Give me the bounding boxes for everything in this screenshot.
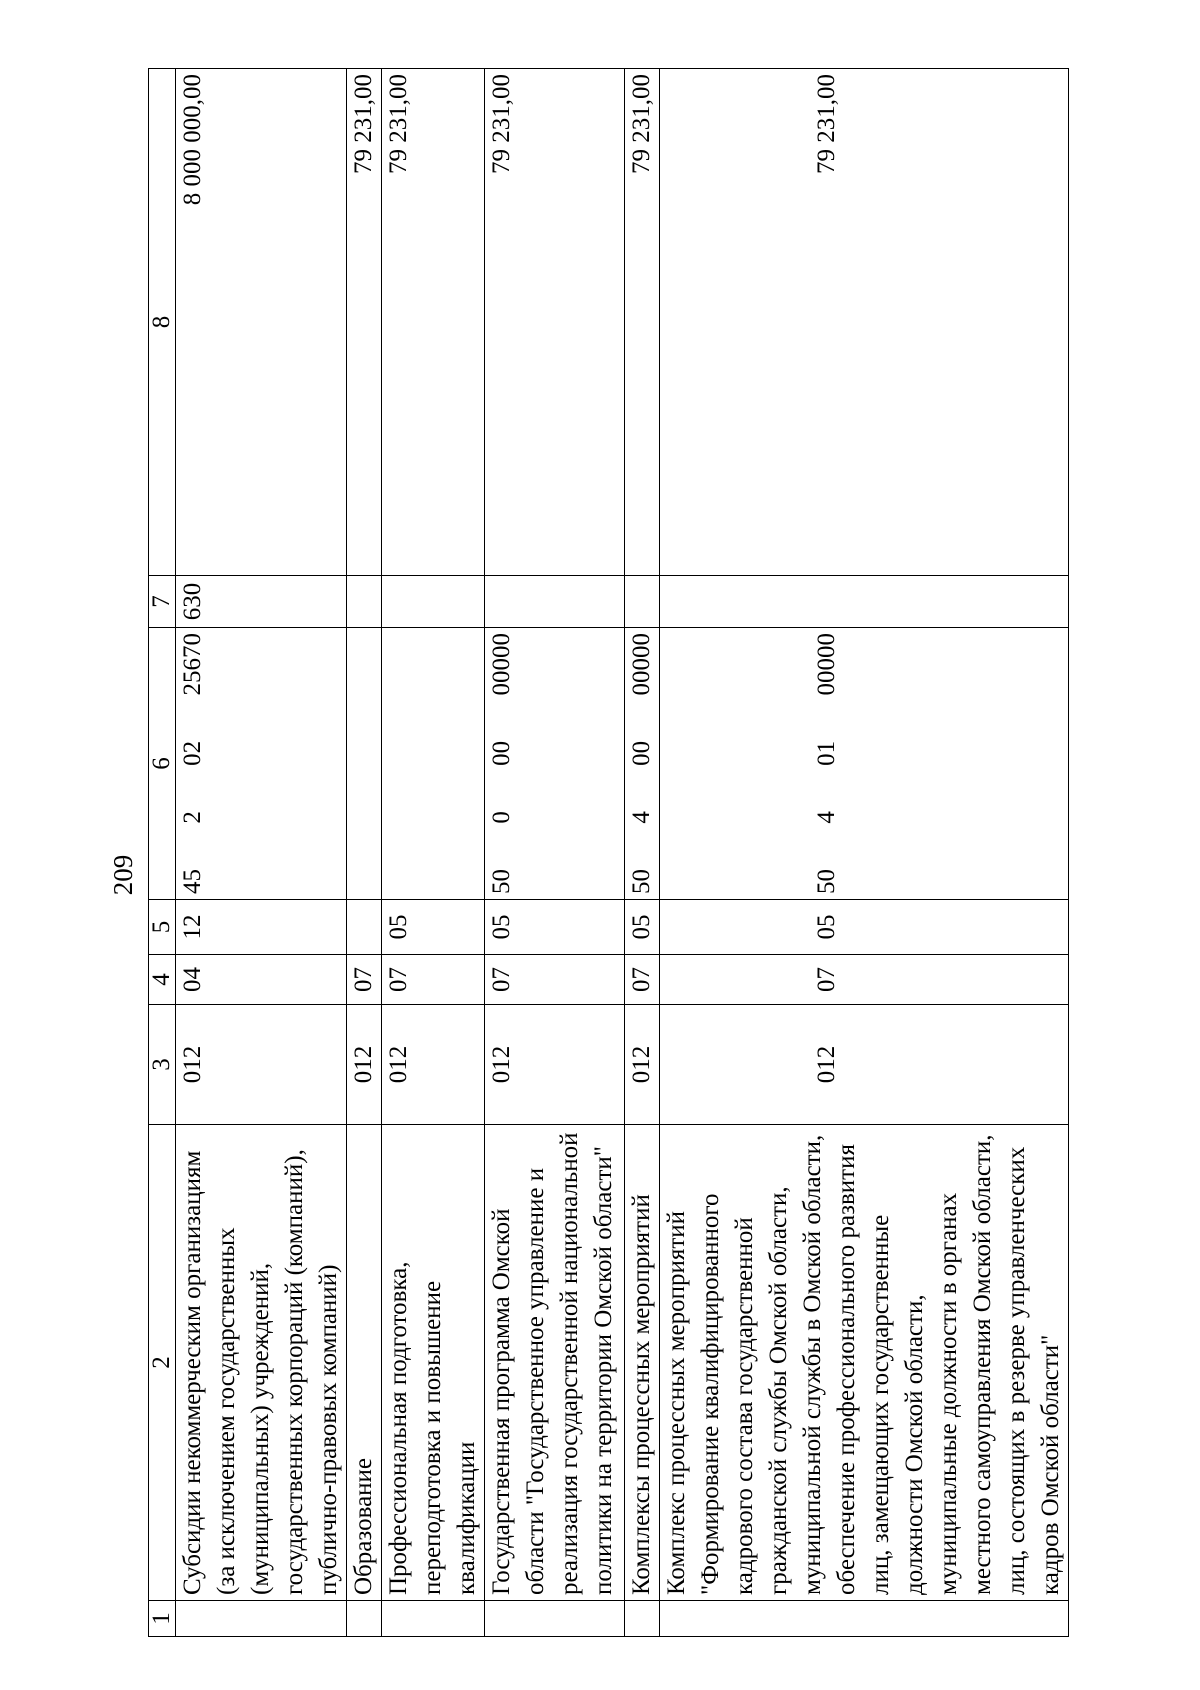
cell-section: 07: [382, 955, 485, 1005]
cell-description: Комплекс процессных мероприятий "Формирование квалифицированного кадрового состава государственной гражданской службы Омской области, муниципальной службы в Омской области, обеспечение профессионального развития лиц, замещающих государственные должности Омской области, муниципальные должности в органах местного самоуправления Омской области, лиц, состоящих в резерве управленческих кадров Омской области": [660, 1125, 1069, 1601]
cell-ministry-code: 012: [382, 1005, 485, 1125]
cell-col1: [485, 1601, 625, 1637]
header-col-1: 1: [149, 1601, 176, 1637]
cell-target-article: [660, 628, 1069, 900]
code-part-direction: 00000: [488, 633, 515, 696]
cell-section: 07: [485, 955, 625, 1005]
code-part-measure: 00: [488, 740, 515, 766]
code-part-direction: 25670: [179, 633, 206, 696]
cell-ministry-code: 012: [625, 1005, 660, 1125]
target-article-code: [485, 633, 519, 894]
cell-amount: 79 231,00: [485, 69, 625, 576]
cell-ministry-code: 012: [485, 1005, 625, 1125]
table-row: [382, 69, 485, 1637]
code-part-direction: 00000: [628, 633, 655, 696]
code-part-measure: 00: [628, 740, 655, 766]
page-number: 209: [108, 854, 138, 896]
cell-amount: 79 231,00: [625, 69, 660, 576]
code-part-program: 50: [628, 869, 655, 894]
cell-section: 07: [347, 955, 382, 1005]
cell-amount: 79 231,00: [382, 69, 485, 576]
cell-col1: [176, 1601, 347, 1637]
cell-expense-type: [347, 576, 382, 628]
cell-ministry-code: 012: [176, 1005, 347, 1125]
cell-col1: [625, 1601, 660, 1637]
target-article-code: [810, 633, 844, 894]
code-part-program: 45: [179, 869, 206, 894]
code-part-type: 4: [628, 811, 655, 824]
rotated-table-wrapper: [148, 69, 1064, 1637]
code-part-program: 50: [488, 869, 515, 894]
cell-description: Субсидии некоммерческим организациям (за исключением государственных (муниципальных) учреждений, государственных корпораций (компаний), публично-правовых компаний): [176, 1125, 347, 1601]
code-part-type: 0: [488, 811, 515, 824]
cell-section: 04: [176, 955, 347, 1005]
table-row: [347, 69, 382, 1637]
cell-subsection: 05: [660, 900, 1069, 955]
cell-expense-type: [382, 576, 485, 628]
header-row: [149, 69, 176, 1637]
cell-ministry-code: 012: [660, 1005, 1069, 1125]
cell-subsection: 05: [485, 900, 625, 955]
header-col-3: 3: [149, 1005, 176, 1125]
table-row: [660, 69, 1069, 1637]
cell-description: Комплексы процессных мероприятий: [625, 1125, 660, 1601]
cell-description: Образование: [347, 1125, 382, 1601]
code-part-type: 4: [813, 811, 840, 824]
cell-col1: [382, 1601, 485, 1637]
code-part-program: 50: [813, 869, 840, 894]
cell-target-article: [176, 628, 347, 900]
table-row: [485, 69, 625, 1637]
code-part-measure: 02: [179, 740, 206, 766]
code-part-type: 2: [179, 811, 206, 824]
cell-subsection: 12: [176, 900, 347, 955]
header-col-2: 2: [149, 1125, 176, 1601]
cell-amount: 79 231,00: [347, 69, 382, 576]
table-row: [176, 69, 347, 1637]
cell-col1: [660, 1601, 1069, 1637]
header-col-5: 5: [149, 900, 176, 955]
header-col-7: 7: [149, 576, 176, 628]
header-col-6: 6: [149, 628, 176, 900]
cell-section: 07: [625, 955, 660, 1005]
cell-amount: 8 000 000,00: [176, 69, 347, 576]
target-article-code: [625, 633, 659, 894]
cell-target-article: [347, 628, 382, 900]
cell-subsection: 05: [382, 900, 485, 955]
cell-expense-type: 630: [176, 576, 347, 628]
target-article-code: [176, 633, 210, 894]
cell-target-article: [485, 628, 625, 900]
cell-expense-type: [625, 576, 660, 628]
cell-target-article: [625, 628, 660, 900]
cell-ministry-code: 012: [347, 1005, 382, 1125]
header-col-4: 4: [149, 955, 176, 1005]
cell-description: Профессиональная подготовка, переподготовка и повышение квалификации: [382, 1125, 485, 1601]
header-col-8: 8: [149, 69, 176, 576]
cell-section: 07: [660, 955, 1069, 1005]
cell-description: Государственная программа Омской области "Государственное управление и реализация государственной национальной политики на территории Омской области": [485, 1125, 625, 1601]
code-part-direction: 00000: [813, 633, 840, 696]
code-part-measure: 01: [813, 740, 840, 766]
cell-amount: 79 231,00: [660, 69, 1069, 576]
cell-col1: [347, 1601, 382, 1637]
cell-expense-type: [485, 576, 625, 628]
budget-table: [148, 68, 1069, 1637]
cell-expense-type: [660, 576, 1069, 628]
table-row: [625, 69, 660, 1637]
cell-subsection: [347, 900, 382, 955]
cell-target-article: [382, 628, 485, 900]
cell-subsection: 05: [625, 900, 660, 955]
